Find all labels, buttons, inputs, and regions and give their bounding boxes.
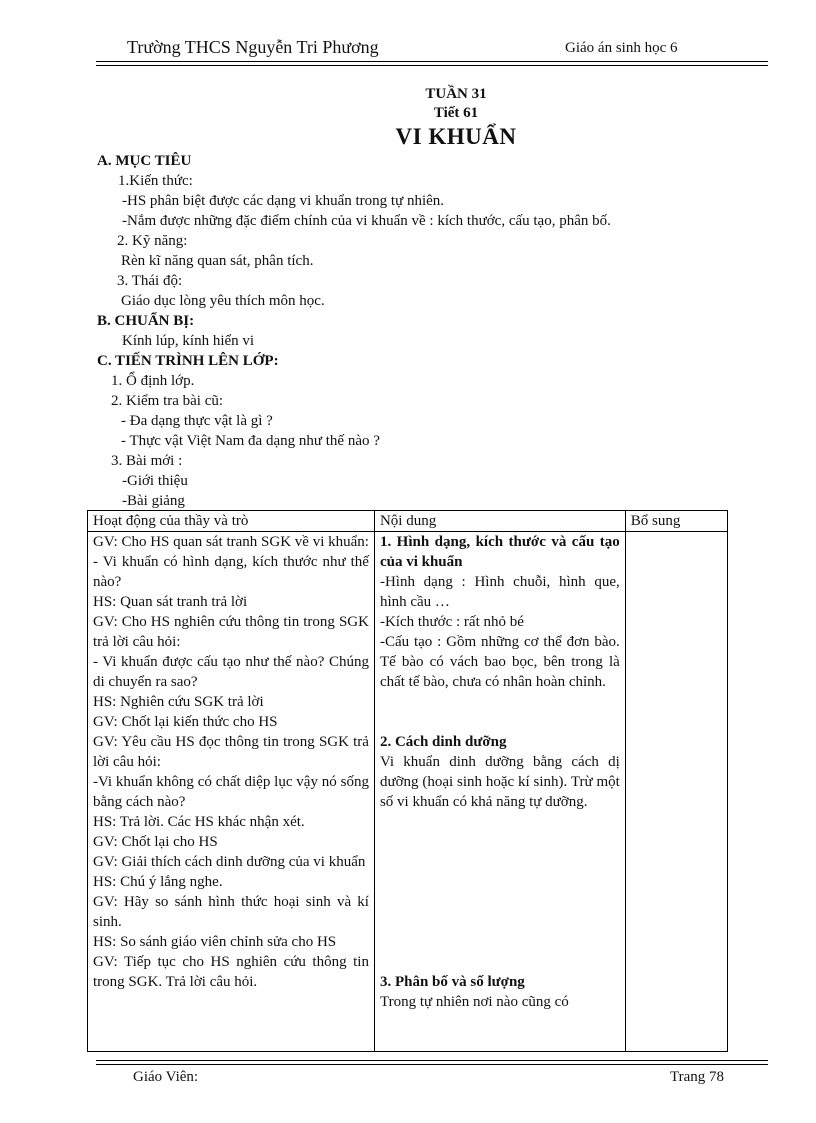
knowledge-item-2: -Nắm được những đặc điểm chính của vi khuẩn về : kích thước, cấu tạo, phân bố.	[122, 213, 611, 229]
content-cell	[374, 532, 625, 1052]
content-section-3-title: 3. Phân bố và số lượng	[379, 974, 525, 990]
lesson-title: VI KHUẨN	[395, 124, 517, 149]
week-label: TUẦN 31	[425, 86, 487, 102]
lecture-item: -Bài giảng	[122, 493, 185, 509]
content-line: Vi khuẩn dinh dưỡng bằng cách dị dưỡng (hoại sinh hoặc kí sinh). Trừ một số vi khuẩn có khả năng tự dưỡng.	[379, 754, 620, 810]
content-line: -Kích thước : rất nhỏ bé	[379, 614, 524, 630]
content-spacer	[380, 692, 620, 732]
preparation-item: Kính lúp, kính hiển vi	[122, 333, 255, 349]
footer-rule-bottom	[96, 1064, 768, 1065]
activity-line: - Vi khuẩn được cấu tạo như thế nào? Chúng di chuyển ra sao?	[93, 654, 369, 690]
activity-line: GV: Chốt lại cho HS	[93, 834, 218, 850]
activity-line: GV: Yêu cầu HS đọc thông tin trong SGK trả lời câu hỏi:	[93, 734, 369, 770]
content-spacer	[380, 812, 620, 972]
header-rule-top	[96, 61, 768, 62]
section-b-heading: B. CHUẨN BỊ:	[97, 313, 195, 329]
activity-line: GV: Chốt lại kiến thức cho HS	[93, 714, 278, 730]
step-2: 2. Kiểm tra bài cũ:	[111, 393, 224, 409]
attitude-item: Giáo dục lòng yêu thích môn học.	[121, 293, 325, 309]
notes-cell	[625, 532, 727, 1052]
content-section-2-title: 2. Cách dinh dưỡng	[379, 734, 507, 750]
activities-cell	[88, 532, 375, 1052]
header-activities: Hoạt động của thầy và trò	[88, 511, 375, 532]
activity-line: HS: Chú ý lắng nghe.	[93, 874, 223, 890]
step-3: 3. Bài mới :	[111, 453, 183, 469]
intro-item: -Giới thiệu	[122, 473, 188, 489]
subject-label: Giáo án sinh học 6	[565, 40, 678, 56]
knowledge-item-1: -HS phân biệt được các dạng vi khuẩn trong tự nhiên.	[122, 193, 445, 209]
activity-line: - Vi khuẩn có hình dạng, kích thước như thế nào?	[93, 554, 369, 590]
activity-line: HS: Nghiên cứu SGK trả lời	[93, 694, 264, 710]
school-name: Trường THCS Nguyễn Tri Phương	[127, 37, 379, 57]
activity-line: -Vi khuẩn không có chất diệp lục vậy nó sống bằng cách nào?	[93, 774, 369, 810]
section-a-heading: A. MỤC TIÊU	[97, 153, 192, 169]
activity-line: HS: Trả lời. Các HS khác nhận xét.	[93, 814, 305, 830]
period-label: Tiết 61	[433, 105, 479, 121]
skill-item: Rèn kĩ năng quan sát, phân tích.	[121, 253, 314, 269]
header-rule-bottom	[96, 65, 768, 66]
content-line: -Cấu tạo : Gồm những cơ thể đơn bào. Tế bào có vách bao bọc, bên trong là chất tế bào, chưa có nhân hoàn chỉnh.	[379, 634, 620, 690]
footer-rule-top	[96, 1060, 768, 1061]
table-header-row	[88, 511, 728, 532]
teacher-label: Giáo Viên:	[133, 1069, 199, 1085]
content-section-1-title: 1. Hình dạng, kích thước và cấu tạo của vi khuẩn	[379, 534, 620, 570]
content-line: -Hình dạng : Hình chuỗi, hình que, hình cầu …	[379, 574, 620, 610]
activity-line: GV: Cho HS nghiên cứu thông tin trong SGK trả lời câu hỏi:	[93, 614, 369, 650]
activity-line: GV: Tiếp tục cho HS nghiên cứu thông tin trong SGK. Trả lời câu hỏi.	[93, 954, 369, 990]
activity-line: HS: Quan sát tranh trả lời	[93, 594, 248, 610]
header-notes: Bổ sung	[625, 511, 727, 532]
review-question-1: - Đa dạng thực vật là gì ?	[121, 413, 273, 429]
page-number: Trang 78	[670, 1069, 725, 1085]
step-1: 1. Ổ định lớp.	[111, 373, 195, 389]
knowledge-label: 1.Kiến thức:	[118, 173, 193, 189]
activity-line: GV: Giải thích cách dinh dưỡng của vi khuẩn	[93, 854, 366, 870]
activity-line: GV: Hãy so sánh hình thức hoại sinh và kí sinh.	[93, 894, 369, 930]
section-c-heading: C. TIẾN TRÌNH LÊN LỚP:	[97, 353, 279, 369]
activity-line: GV: Cho HS quan sát tranh SGK về vi khuẩn:	[93, 534, 369, 550]
header-content: Nội dung	[374, 511, 625, 532]
skill-label: 2. Kỹ năng:	[117, 233, 188, 249]
table-row	[88, 532, 728, 1052]
review-question-2: - Thực vật Việt Nam đa dạng như thế nào ?	[121, 433, 380, 449]
attitude-label: 3. Thái độ:	[117, 273, 183, 289]
content-line: Trong tự nhiên nơi nào cũng có	[379, 994, 569, 1010]
activity-line: HS: So sánh giáo viên chỉnh sửa cho HS	[93, 934, 337, 950]
lesson-table	[87, 510, 728, 1052]
